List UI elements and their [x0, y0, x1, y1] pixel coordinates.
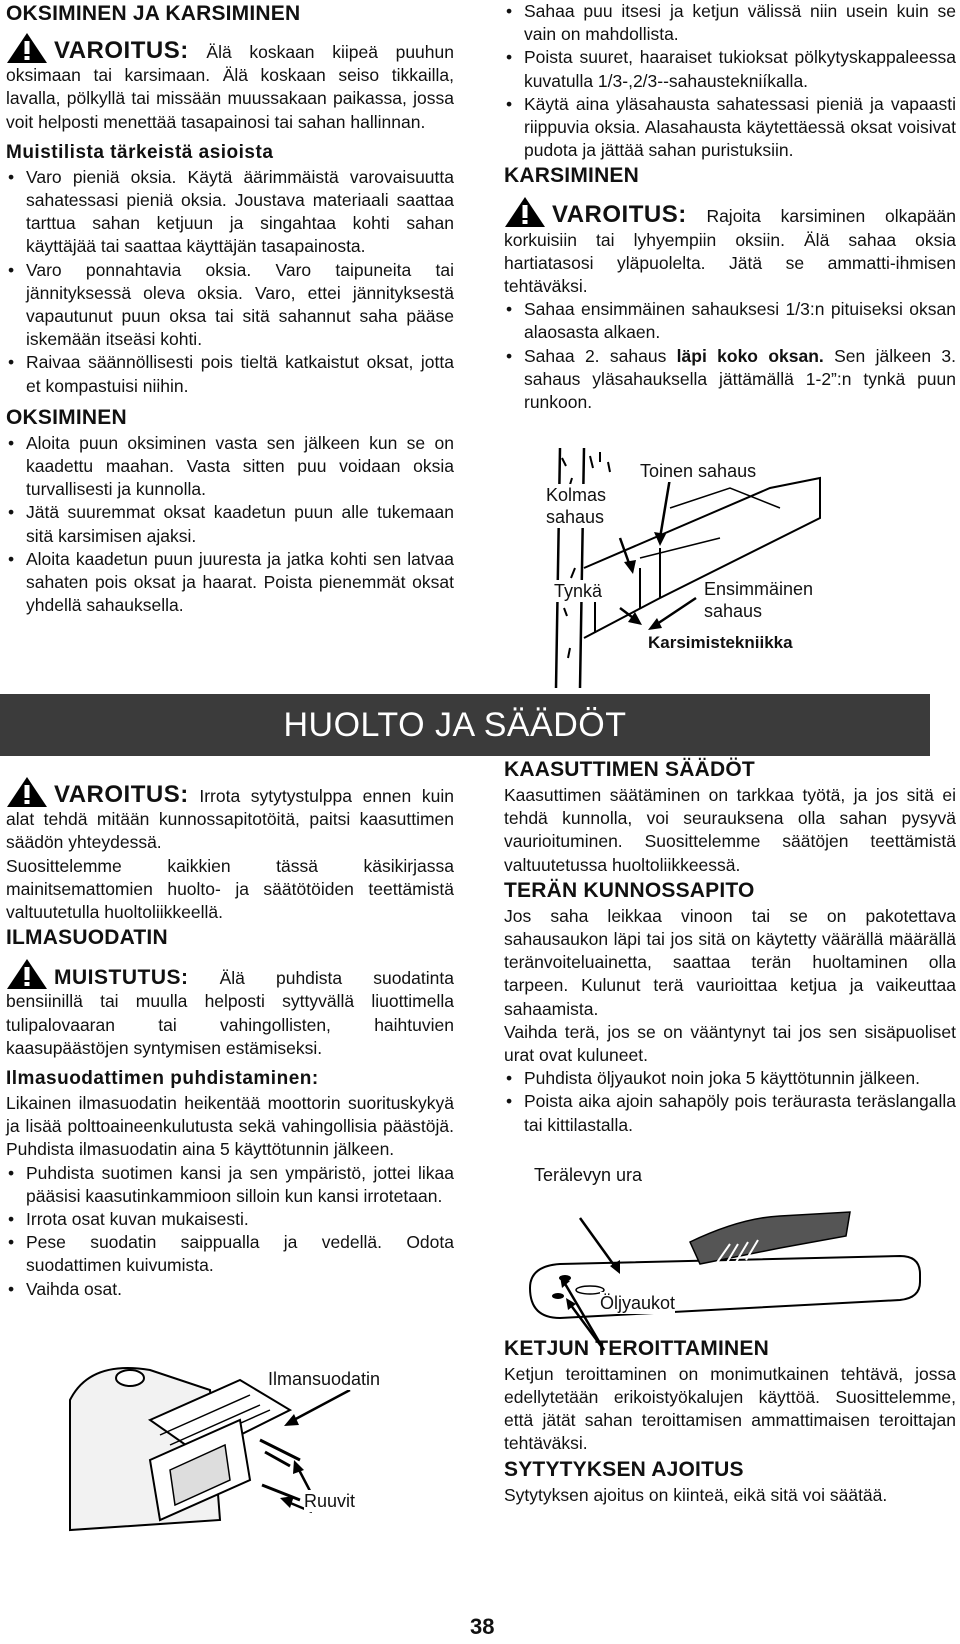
warning-label: VAROITUS: — [54, 781, 189, 808]
step-text: Sen jälkeen 3. sahaus yläsahauksella jättämällä 1-2”:n tynkä puun runkoon. — [524, 345, 956, 413]
column-top-right — [504, 0, 956, 414]
warning-text: Älä koskaan kiipeä puuhun oksimaan tai karsimaan. Älä koskaan seiso tikkailla, lavalla, pölkyllä tai missään muussakaan paikassa, jossa voit helposti menettää tasapainosi tai sahan hallinnan. — [6, 42, 454, 132]
felling-tips-list — [504, 0, 956, 162]
label-oil-holes: Öljyaukot — [600, 1293, 676, 1313]
label-stub: Tynkä — [554, 581, 603, 601]
service-recommendation: Suosittelemme kaikkien tässä käsikirjassa mainitsemattomien huolto- ja säätötöiden teettämistä valtuutetulla huoltoliikkeellä. — [6, 855, 454, 923]
list-item — [504, 345, 956, 415]
list-item: • Puhdista öljyaukot noin joka 5 käyttötunnin jälkeen. — [504, 1067, 956, 1090]
list-item: • Irrota osat kuvan mukaisesti. — [6, 1208, 454, 1231]
guide-bar-figure — [520, 1165, 930, 1388]
list-item: • Poista aika ajoin sahapöly pois teräurasta teräslangalla tai kittilastalla. — [504, 1090, 956, 1136]
blade-text-2: Vaihda terä, jos se on vääntynyt tai jos sen sisäpuoliset urat ovat kuluneet. — [504, 1021, 956, 1066]
label-third-cut: Kolmas sahaus — [546, 484, 626, 528]
section-banner — [0, 694, 930, 756]
list-item: • Sahaa ensimmäinen sahauksesi 1/3:n pituiseksi oksan alaosasta alkaen. — [504, 298, 956, 344]
warning-spark-plug — [6, 776, 454, 855]
label-second-cut: Toinen sahaus — [640, 461, 757, 481]
section-title-ignition: SYTYTYKSEN AJOITUS — [504, 1457, 744, 1481]
banner-title: HUOLTO JA SÄÄDÖT — [283, 706, 627, 744]
section-title-carburetor: KAASUTTIMEN SÄÄDÖT — [504, 758, 755, 781]
cleaning-steps — [6, 1162, 454, 1301]
warning-text: Rajoita karsiminen olkapään korkuisiin tai lyhyempiin oksiin. Älä sahaa oksia hartiatasosi yläpuolelta. Jätä se ammatti-ihmisen tehtäväksi. — [504, 206, 956, 297]
column-bottom-left — [6, 776, 454, 1301]
list-item: • Vaihda osat. — [6, 1278, 454, 1301]
warning-climbing — [6, 32, 454, 134]
cleaning-title: Ilmasuodattimen puhdistaminen: — [6, 1068, 319, 1090]
label-first-cut: Ensimmäinen sahaus — [704, 578, 844, 622]
list-item: • Aloita puun oksiminen vasta sen jälkeen kun se on kaadettu maahan. Vasta sitten puu voidaan oksia turvallisesti ja kunnolla. — [6, 432, 454, 502]
step-text: Sahaa 2. sahaus — [524, 345, 677, 366]
checklist — [6, 166, 454, 398]
warning-label: VAROITUS: — [54, 37, 189, 64]
step-emphasis: läpi koko oksan. — [676, 345, 824, 366]
label-air-filter: Ilmansuodatin — [268, 1369, 381, 1389]
pruning-figure — [520, 448, 930, 688]
list-item: • Pese suodatin saippualla ja vedellä. Odota suodattimen kuivumista. — [6, 1231, 454, 1277]
label-bar-groove: Terälevyn ura — [534, 1165, 643, 1185]
cleaning-text: Likainen ilmasuodatin heikentää moottorin suorituskykyä ja lisää polttoaineenkulutusta sekä vahingollisia päästöjä. Puhdista ilmasuodatin aina 5 käyttötunnin jälkeen. — [6, 1093, 454, 1160]
air-filter-figure — [50, 1340, 440, 1540]
warning-text: Irrota sytytystulppa ennen kuin alat tehdä mitään kunnossapitotöitä, paitsi kaasuttimen säädön yhteydessä. — [6, 786, 454, 853]
notice-text: Älä puhdista suodatinta bensiinillä tai muulla helposti syttyvällä liuottimella tulipalovaaran tai vahingollisten, haihtuvien kaasupäästöjen syntymisen estämiseksi. — [6, 968, 454, 1058]
section-title-sharpening: KETJUN TEROITTAMINEN — [504, 1336, 769, 1360]
list-item: • Sahaa puu itsesi ja ketjun välissä niin usein kuin se vain on mahdollista. — [504, 0, 956, 46]
section-title-karsiminen: KARSIMINEN — [504, 164, 640, 188]
warning-label: VAROITUS: — [552, 201, 687, 229]
carburetor-text: Kaasuttimen säätäminen on tarkkaa työtä, ja jos sitä ei tehdä kunnolla, voi seurauksena olla sahan pysyvä vaurioituminen. Suosittelemme säätöjen teettämistä valtuutetussa huoltoliikkeessä. — [504, 785, 956, 875]
label-screws: Ruuvit — [304, 1491, 356, 1511]
blade-steps — [504, 1067, 956, 1137]
list-item: • Varo pieniä oksia. Käytä äärimmäistä varovaisuutta sahatessasi pieniä oksia. Joustava materiaali saattaa tarttua sahan ketjuun ja singahtaa kohti sahan käyttäjää tai saattaa käyttäjän tasapainosta. — [6, 166, 454, 259]
warning-icon — [6, 776, 48, 808]
page-number: 38 — [470, 1614, 495, 1639]
warning-icon — [504, 196, 546, 228]
list-item: • Käytä aina yläsahausta sahatessasi pieniä ja vapaasti riippuvia oksia. Alasahausta käytettäessä oksat voisivat pudota ja jättää sahan puristuksiin. — [504, 93, 956, 163]
list-item: • Raivaa säännöllisesti pois tieltä katkaistut oksat, jotta et kompastuisi niihin. — [6, 351, 454, 397]
list-item: • Poista suuret, haaraiset tukioksat pölkytyskappaleessa kuvatulla 1/3-,2/3--sahaustekniíkalla. — [504, 46, 956, 92]
column-bottom-right — [504, 756, 956, 1507]
sharpening-text: Ketjun teroittaminen on monimutkainen tehtävä, jossa edellytetään erikoistyökalujen käyttöä. Suosittelemme, että jätät sahan teroittamisen ammattimaisen teroittajan tehtäväksi. — [504, 1363, 956, 1454]
column-top-left — [6, 0, 454, 617]
karsiminen-list — [504, 298, 956, 414]
figure-caption: Karsimistekniikka — [648, 633, 793, 652]
oksiminen-list — [6, 432, 454, 618]
list-item: • Aloita kaadetun puun juuresta ja jatka kohti sen latvaa sahaten pois oksat ja haarat. Poista pienemmät oksat yhdellä sahauksella. — [6, 548, 454, 618]
notice-label: MUISTUTUS: — [54, 966, 189, 990]
section-title-oksiminen: OKSIMINEN — [6, 405, 127, 429]
ignition-text: Sytytyksen ajoitus on kiinteä, eikä sitä voi säätää. — [504, 1484, 888, 1505]
blade-text-1: Jos saha leikkaa vinoon tai se on pakotettava sahausaukon läpi tai jos sitä on käytetty väärällä määrällä teränvoiteluainetta, saattaa terän huoltaminen olla tarpeen. Kulunut terä vaurioittaa ketjua ja vaikeuttaa sahaamista. — [504, 905, 956, 1019]
notice-cleaning — [6, 958, 454, 1060]
section-title-ilmasuodatin: ILMASUODATIN — [6, 926, 168, 950]
guide-bar-illustration — [520, 1208, 930, 1388]
warning-shoulder-height — [504, 196, 956, 298]
list-item: • Varo ponnahtavia oksia. Varo taipuneita tai jännityksessä oleva oksia. Varo, ettei jännityksestä vapautunut puun oksa tai sitä sahannut saha pääse iskemään itseäsi kohti. — [6, 259, 454, 352]
warning-icon — [6, 32, 48, 64]
warning-icon — [6, 958, 48, 990]
air-filter-illustration — [50, 1340, 440, 1540]
section-title-oksiminen-karsiminen: OKSIMINEN JA KARSIMINEN — [6, 2, 301, 25]
section-title-blade: TERÄN KUNNOSSAPITO — [504, 878, 755, 902]
list-item: • Puhdista suotimen kansi ja sen ympäristö, jottei likaa pääsisi kaasutinkammioon silloin kun kansi irrotetaan. — [6, 1162, 454, 1208]
list-item: • Jätä suuremmat oksat kaadetun puun alle tukemaan sitä karsimisen ajaksi. — [6, 501, 454, 547]
checklist-title: Muistilista tärkeistä asioista — [6, 141, 274, 163]
